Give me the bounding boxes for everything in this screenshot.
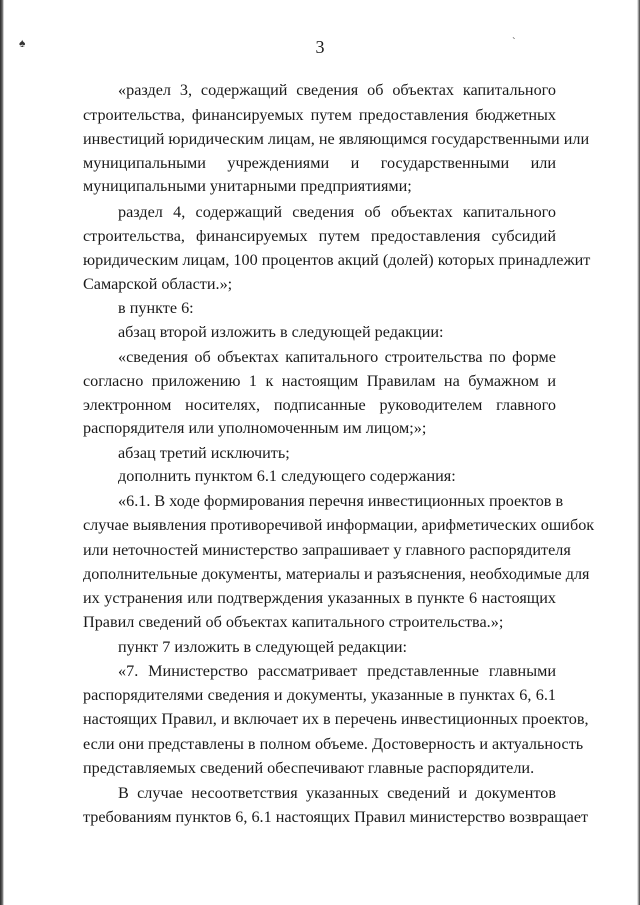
text-line: «6.1. В ходе формирования перечня инвестиционных проектов в <box>118 492 564 510</box>
text-line: строительства, финансируемых путем предоставления бюджетных <box>83 106 556 124</box>
text-line: требованиям пунктов 6, 6.1 настоящих Правил министерство возвращает <box>83 808 589 826</box>
text-line: «раздел 3, содержащий сведения об объектах капитального <box>118 81 556 99</box>
text-line: дополнить пунктом 6.1 следующего содержания: <box>118 467 456 485</box>
text-line: настоящих Правил, и включает их в перечень инвестиционных проектов, <box>83 710 589 728</box>
text-line: в пункте 6: <box>118 299 194 317</box>
text-line: строительства, финансируемых путем предоставления субсидий <box>83 227 556 245</box>
text-line: представляемых сведений обеспечивают главные распорядители. <box>83 759 535 777</box>
text-line: если они представлены в полном объеме. Достоверность и актуальность <box>83 735 584 753</box>
text-line: распорядителя или уполномоченным им лицом;»; <box>83 419 427 437</box>
text-line: или неточностей министерство запрашивает у главного распорядителя <box>83 541 571 559</box>
text-line: «7. Министерство рассматривает представленные главными <box>118 662 556 680</box>
text-line: «сведения об объектах капитального строительства по форме <box>118 348 556 366</box>
text-line: согласно приложению 1 к настоящим Правилам на бумажном и <box>83 372 556 390</box>
scan-mark-left: ♠ <box>19 36 26 50</box>
text-line: Правил сведений об объектах капитального строительства.»; <box>83 613 504 631</box>
text-line: муниципальными учреждениями и государственными или <box>83 154 556 172</box>
scan-edge-left <box>0 0 4 905</box>
text-line: распорядителями сведения и документы, указанные в пунктах 6, 6.1 <box>83 686 556 704</box>
text-line: абзац третий исключить; <box>118 444 290 462</box>
text-line: их устранения или подтверждения указанных в пункте 6 настоящих <box>83 589 556 607</box>
text-line: В случае несоответствия указанных сведений и документов <box>118 784 556 802</box>
text-line: электронном носителях, подписанные руководителем главного <box>83 396 556 414</box>
text-line: юридическим лицам, 100 процентов акций (долей) которых принадлежит <box>83 251 591 269</box>
text-line: абзац второй изложить в следующей редакции: <box>118 323 444 341</box>
text-line: дополнительные документы, материалы и разъяснения, необходимые для <box>83 565 590 583</box>
text-line: муниципальными унитарными предприятиями; <box>83 177 412 195</box>
text-line: инвестиций юридическим лицам, не являющимся государственными или <box>83 130 590 148</box>
text-line: Самарской области.»; <box>83 275 233 293</box>
page-number: 3 <box>315 37 325 57</box>
text-line: раздел 4, содержащий сведения об объектах капитального <box>118 203 556 221</box>
scan-mark-right: ˋ <box>512 36 516 48</box>
text-line: пункт 7 изложить в следующей редакции: <box>118 638 408 656</box>
text-line: случае выявления противоречивой информации, арифметических ошибок <box>83 516 595 534</box>
